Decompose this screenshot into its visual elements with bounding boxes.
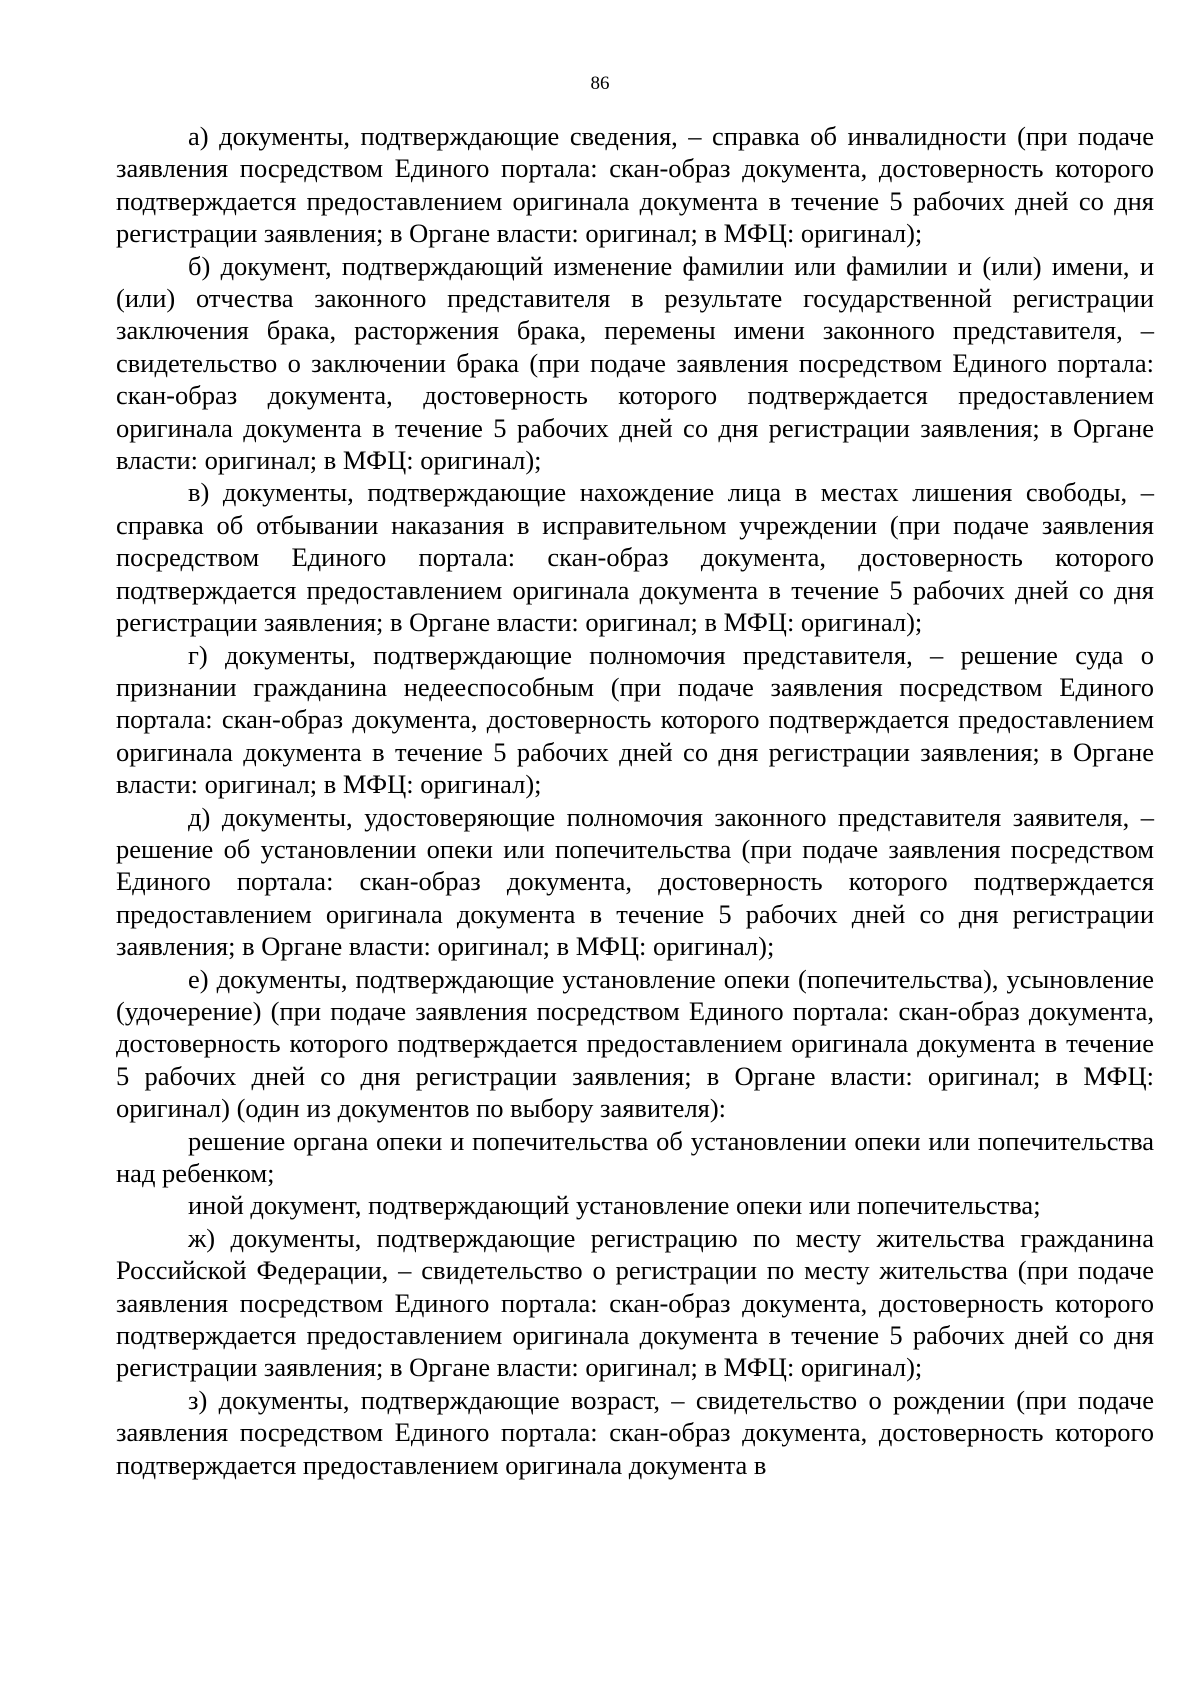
paragraph-e: е) документы, подтверждающие установление опеки (попечительства), усыновление (удочерение) (при подаче заявления посредством Единого портала: скан-образ документа, достоверность которого подтверждается предоставлением оригинала документа в течение 5 рабочих дней со дня регистрации заявления; в Органе власти: оригинал; в МФЦ: оригинал) (один из документов по выбору заявителя): (116, 963, 1154, 1124)
page-number: 86 (590, 73, 610, 94)
paragraph-e-option-1: решение органа опеки и попечительства об установлении опеки или попечительства над ребенком; (116, 1125, 1154, 1188)
paragraph-zh: ж) документы, подтверждающие регистрацию по месту жительства гражданина Российской Федерации, – свидетельство о регистрации по месту жительства (при подаче заявления посредством Единого портала: скан-образ документа, достоверность которого подтверждается предоставлением оригинала документа в течение 5 рабочих дней со дня регистрации заявления; в Органе власти: оригинал; в МФЦ: оригинал); (116, 1222, 1154, 1383)
paragraph-z: з) документы, подтверждающие возраст, – свидетельство о рождении (при подаче заявления посредством Единого портала: скан-образ документа, достоверность которого подтверждается предоставлением оригинала документа в (116, 1384, 1154, 1480)
paragraph-g: г) документы, подтверждающие полномочия представителя, – решение суда о признании гражданина недееспособным (при подаче заявления посредством Единого портала: скан-образ документа, достоверность которого подтверждается предоставлением оригинала документа в течение 5 рабочих дней со дня регистрации заявления; в Органе власти: оригинал; в МФЦ: оригинал); (116, 639, 1154, 800)
paragraph-a: а) документы, подтверждающие сведения, – справка об инвалидности (при подаче заявления посредством Единого портала: скан-образ документа, достоверность которого подтверждается предоставлением оригинала документа в течение 5 рабочих дней со дня регистрации заявления; в Органе власти: оригинал; в МФЦ: оригинал); (116, 121, 1154, 249)
paragraph-e-option-2: иной документ, подтверждающий установление опеки или попечительства; (188, 1190, 1041, 1221)
paragraph-v: в) документы, подтверждающие нахождение лица в местах лишения свободы, – справка об отбывании наказания в исправительном учреждении (при подаче заявления посредством Единого портала: скан-образ документа, достоверность которого подтверждается предоставлением оригинала документа в течение 5 рабочих дней со дня регистрации заявления; в Органе власти: оригинал; в МФЦ: оригинал); (116, 477, 1154, 638)
document-body (116, 120, 1154, 1481)
paragraph-b: б) документ, подтверждающий изменение фамилии или фамилии и (или) имени, и (или) отчества законного представителя в результате государственной регистрации заключения брака, расторжения брака, перемены имени законного представителя, – свидетельство о заключении брака (при подаче заявления посредством Единого портала: скан-образ документа, достоверность которого подтверждается предоставлением оригинала документа в течение 5 рабочих дней со дня регистрации заявления; в Органе власти: оригинал; в МФЦ: оригинал); (116, 250, 1154, 476)
paragraph-d: д) документы, удостоверяющие полномочия законного представителя заявителя, – решение об установлении опеки или попечительства (при подаче заявления посредством Единого портала: скан-образ документа, достоверность которого подтверждается предоставлением оригинала документа в течение 5 рабочих дней со дня регистрации заявления; в Органе власти: оригинал; в МФЦ: оригинал); (116, 801, 1154, 962)
